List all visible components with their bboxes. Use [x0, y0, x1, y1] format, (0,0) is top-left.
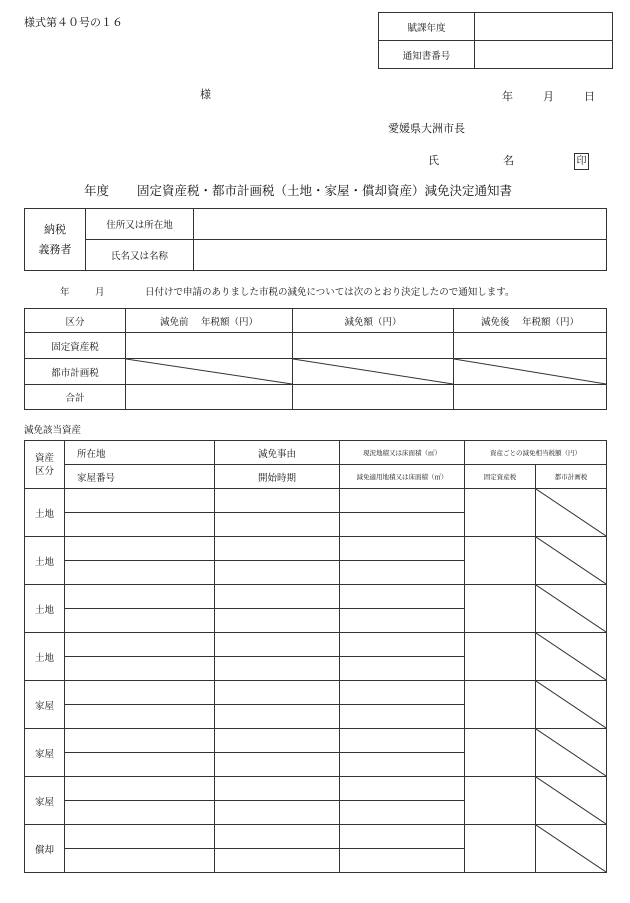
asset-area-field[interactable] — [340, 585, 465, 609]
asset-area-field[interactable] — [340, 633, 465, 657]
asset-city-tax-diagonal — [536, 633, 607, 681]
seal-mark — [574, 149, 589, 170]
asset-area-field[interactable] — [340, 777, 465, 801]
asset-reduced-area-field[interactable] — [340, 513, 465, 537]
asset-reduced-area-field[interactable] — [340, 561, 465, 585]
asset-area-field[interactable] — [340, 537, 465, 561]
asset-reason-field[interactable] — [215, 489, 340, 513]
summary-header-category: 区分 — [25, 309, 126, 333]
asset-row — [25, 729, 607, 753]
name-field[interactable] — [194, 240, 607, 271]
asset-start-field[interactable] — [215, 513, 340, 537]
summary-cell-diagonal — [293, 359, 454, 385]
summary-header-before: 減免前 年税額（円） — [126, 309, 293, 333]
asset-class: 土地 — [25, 489, 65, 537]
asset-row — [25, 585, 607, 609]
asset-fixed-tax-field[interactable] — [465, 729, 536, 777]
asset-house-number-field[interactable] — [65, 561, 215, 585]
assets-header-area: 現況地積又は床面積（㎡） — [340, 441, 465, 465]
asset-class: 償却 — [25, 825, 65, 873]
date-day: 日 — [584, 90, 595, 103]
asset-fixed-tax-field[interactable] — [465, 585, 536, 633]
asset-start-field[interactable] — [215, 609, 340, 633]
asset-class: 土地 — [25, 633, 65, 681]
taxpayer-table — [24, 208, 607, 271]
asset-reduced-area-field[interactable] — [340, 849, 465, 873]
summary-row-fixed — [25, 333, 607, 359]
assets-section-title: 減免該当資産 — [24, 425, 82, 436]
address-label: 住所又は所在地 — [86, 209, 194, 240]
asset-start-field[interactable] — [215, 561, 340, 585]
summary-cell[interactable] — [126, 385, 293, 410]
notice-month: 月 — [95, 287, 105, 298]
asset-location-field[interactable] — [65, 585, 215, 609]
asset-city-tax-diagonal — [536, 777, 607, 825]
assets-header-fixed-tax: 固定資産税 — [465, 465, 536, 489]
asset-house-number-field[interactable] — [65, 513, 215, 537]
asset-location-field[interactable] — [65, 729, 215, 753]
asset-reduced-area-field[interactable] — [340, 705, 465, 729]
asset-reason-field[interactable] — [215, 777, 340, 801]
asset-reason-field[interactable] — [215, 825, 340, 849]
asset-row — [25, 489, 607, 513]
asset-house-number-field[interactable] — [65, 849, 215, 873]
assets-header-class — [25, 441, 65, 489]
asset-house-number-field[interactable] — [65, 705, 215, 729]
assets-header-class-line1: 資産 — [34, 452, 54, 464]
asset-reduced-area-field[interactable] — [340, 657, 465, 681]
asset-class: 土地 — [25, 585, 65, 633]
asset-location-field[interactable] — [65, 633, 215, 657]
summary-cell-diagonal — [454, 359, 607, 385]
form-number: 様式第４０号の１６ — [24, 16, 123, 29]
notice-number-field[interactable] — [475, 41, 613, 69]
address-field[interactable] — [194, 209, 607, 240]
date-year: 年 — [502, 90, 513, 103]
assets-header-start: 開始時期 — [215, 465, 340, 489]
asset-reduced-area-field[interactable] — [340, 801, 465, 825]
asset-location-field[interactable] — [65, 489, 215, 513]
asset-reason-field[interactable] — [215, 537, 340, 561]
assets-header-city-tax: 都市計画税 — [536, 465, 607, 489]
asset-city-tax-diagonal — [536, 729, 607, 777]
asset-class: 家屋 — [25, 729, 65, 777]
summary-header-reduction: 減免額（円） — [293, 309, 454, 333]
assets-header-reason: 減免事由 — [215, 441, 340, 465]
asset-reason-field[interactable] — [215, 729, 340, 753]
assets-header-location: 所在地 — [65, 441, 215, 465]
taxpayer-label — [25, 209, 86, 271]
summary-cell[interactable] — [126, 333, 293, 359]
issuer-name-label-1: 氏 — [428, 154, 439, 167]
summary-row-city — [25, 359, 607, 385]
summary-row-label: 固定資産税 — [25, 333, 126, 359]
asset-fixed-tax-field[interactable] — [465, 489, 536, 537]
asset-class: 家屋 — [25, 777, 65, 825]
asset-start-field[interactable] — [215, 705, 340, 729]
asset-fixed-tax-field[interactable] — [465, 777, 536, 825]
asset-row — [25, 777, 607, 801]
asset-fixed-tax-field[interactable] — [465, 681, 536, 729]
summary-cell[interactable] — [454, 385, 607, 410]
asset-area-field[interactable] — [340, 489, 465, 513]
asset-start-field[interactable] — [215, 801, 340, 825]
asset-row — [25, 537, 607, 561]
issuer-name-label-2: 名 — [503, 154, 514, 167]
summary-cell[interactable] — [293, 385, 454, 410]
doc-title-year: 年度 — [84, 183, 110, 198]
asset-fixed-tax-field[interactable] — [465, 537, 536, 585]
summary-row-label: 都市計画税 — [25, 359, 126, 385]
tax-year-label: 賦課年度 — [379, 13, 475, 41]
asset-location-field[interactable] — [65, 681, 215, 705]
summary-cell[interactable] — [293, 333, 454, 359]
asset-city-tax-diagonal — [536, 585, 607, 633]
doc-title — [84, 181, 512, 199]
asset-reason-field[interactable] — [215, 585, 340, 609]
asset-reduced-area-field[interactable] — [340, 609, 465, 633]
asset-row — [25, 681, 607, 705]
asset-house-number-field[interactable] — [65, 753, 215, 777]
doc-title-text: 固定資産税・都市計画税（土地・家屋・償却資産）減免決定通知書 — [136, 183, 512, 198]
asset-city-tax-diagonal — [536, 825, 607, 873]
asset-fixed-tax-field[interactable] — [465, 633, 536, 681]
assets-table — [24, 440, 607, 873]
asset-house-number-field[interactable] — [65, 609, 215, 633]
summary-row-total — [25, 385, 607, 410]
summary-cell[interactable] — [454, 333, 607, 359]
summary-row-label: 合計 — [25, 385, 126, 410]
asset-area-field[interactable] — [340, 681, 465, 705]
notice-text: 日付けで申請のありました市税の減免については次のとおり決定したので通知します。 — [145, 287, 515, 298]
tax-year-table — [378, 12, 613, 69]
asset-location-field[interactable] — [65, 537, 215, 561]
tax-year-field[interactable] — [475, 13, 613, 41]
assets-header-reduced-area: 減免適用地積又は床面積（㎡） — [340, 465, 465, 489]
asset-fixed-tax-field[interactable] — [465, 825, 536, 873]
seal-label: 印 — [574, 153, 589, 170]
asset-city-tax-diagonal — [536, 537, 607, 585]
asset-row — [25, 633, 607, 657]
date-month: 月 — [543, 90, 554, 103]
asset-row — [25, 825, 607, 849]
summary-cell-diagonal — [126, 359, 293, 385]
assets-header-amount: 資産ごとの減免相当税額（円） — [465, 441, 607, 465]
asset-area-field[interactable] — [340, 825, 465, 849]
notice-year: 年 — [60, 287, 70, 298]
asset-class: 土地 — [25, 537, 65, 585]
summary-header-after: 減免後 年税額（円） — [454, 309, 607, 333]
asset-class: 家屋 — [25, 681, 65, 729]
taxpayer-label-line1: 納税 — [44, 222, 66, 236]
assets-header-house-number: 家屋番号 — [65, 465, 215, 489]
taxpayer-label-line2: 義務者 — [38, 242, 72, 256]
asset-location-field[interactable] — [65, 777, 215, 801]
assets-header-class-line2: 区分 — [34, 465, 54, 477]
asset-start-field[interactable] — [215, 849, 340, 873]
issuer-title: 愛媛県大洲市長 — [388, 122, 465, 135]
asset-start-field[interactable] — [215, 657, 340, 681]
asset-reason-field[interactable] — [215, 633, 340, 657]
addressee-honorific: 様 — [200, 88, 211, 101]
asset-reason-field[interactable] — [215, 681, 340, 705]
asset-reduced-area-field[interactable] — [340, 753, 465, 777]
notice-number-label: 通知書番号 — [379, 41, 475, 69]
name-label: 氏名又は名称 — [86, 240, 194, 271]
asset-area-field[interactable] — [340, 729, 465, 753]
asset-start-field[interactable] — [215, 753, 340, 777]
asset-city-tax-diagonal — [536, 489, 607, 537]
asset-house-number-field[interactable] — [65, 657, 215, 681]
summary-table — [24, 308, 607, 410]
asset-city-tax-diagonal — [536, 681, 607, 729]
asset-location-field[interactable] — [65, 825, 215, 849]
asset-house-number-field[interactable] — [65, 801, 215, 825]
